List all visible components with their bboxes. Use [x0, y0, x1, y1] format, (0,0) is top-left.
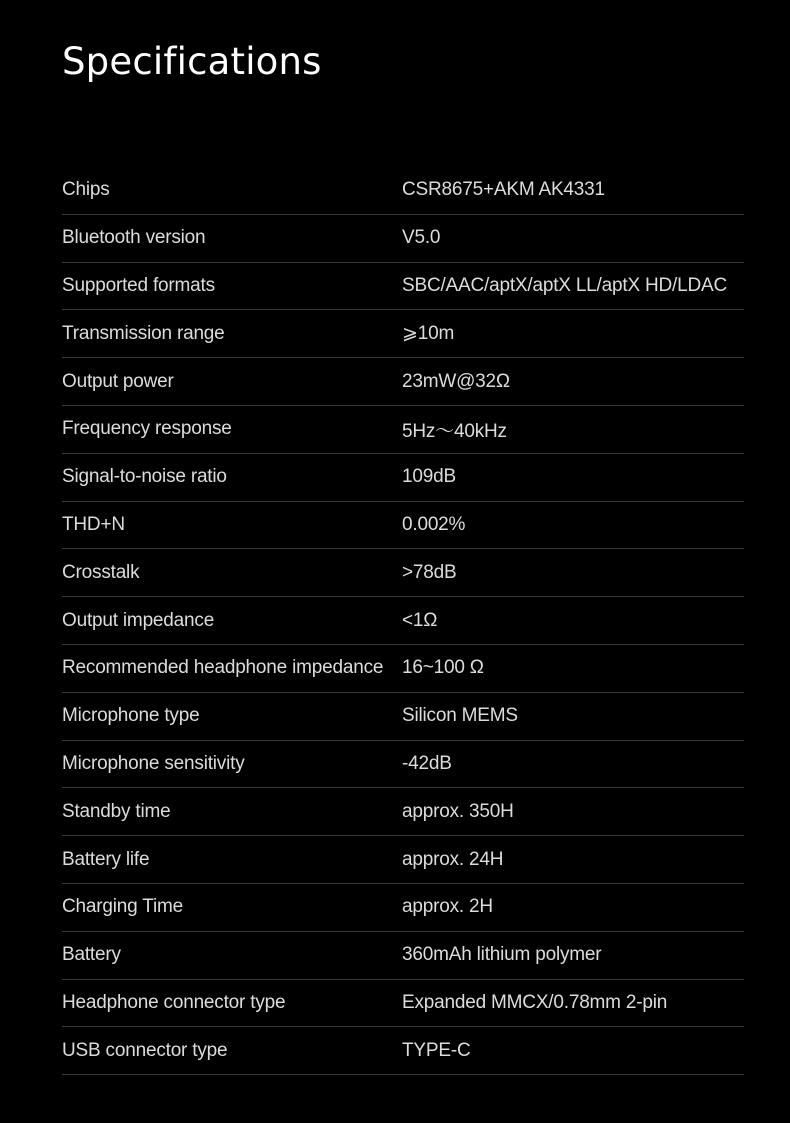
spec-row-standby-time — [62, 788, 744, 836]
spec-label: Battery life — [62, 848, 150, 870]
spec-row-microphone-type — [62, 693, 744, 741]
spec-value: TYPE-C — [402, 1039, 471, 1061]
spec-row-charging-time — [62, 884, 744, 932]
spec-row-output-impedance — [62, 597, 744, 645]
spec-label: Signal-to-noise ratio — [62, 466, 227, 488]
spec-value: 360mAh lithium polymer — [402, 944, 602, 966]
spec-label: Charging Time — [62, 896, 183, 918]
spec-label: Frequency response — [62, 418, 232, 440]
spec-label: Recommended headphone impedance — [62, 657, 384, 679]
spec-value: approx. 24H — [402, 848, 504, 870]
spec-value: SBC/AAC/aptX/aptX LL/aptX HD/LDAC — [402, 274, 728, 296]
spec-value: 16~100 Ω — [402, 657, 484, 679]
spec-row-bluetooth-version — [62, 215, 744, 263]
spec-value: Expanded MMCX/0.78mm 2-pin — [402, 991, 668, 1013]
spec-row-supported-formats — [62, 263, 744, 311]
spec-row-usb-connector-type — [62, 1027, 744, 1075]
spec-row-frequency-response — [62, 406, 744, 454]
page-title: Specifications — [62, 40, 322, 83]
spec-label: Bluetooth version — [62, 227, 206, 249]
spec-label: Chips — [62, 179, 110, 201]
spec-row-microphone-sensitivity — [62, 741, 744, 789]
spec-table — [62, 167, 744, 1075]
spec-value: approx. 350H — [402, 800, 514, 822]
spec-label: THD+N — [62, 513, 125, 535]
spec-value: ⩾10m — [402, 323, 455, 345]
spec-value: 109dB — [402, 466, 456, 488]
spec-label: Transmission range — [62, 322, 225, 344]
spec-row-chips — [62, 167, 744, 215]
spec-row-recommended-headphone-impedance — [62, 645, 744, 693]
spec-label: Standby time — [62, 800, 171, 822]
spec-label: Crosstalk — [62, 561, 140, 583]
spec-label: Microphone type — [62, 705, 200, 727]
spec-label: Output impedance — [62, 609, 215, 631]
spec-value: -42dB — [402, 752, 452, 774]
spec-value: >78dB — [402, 561, 457, 583]
spec-row-battery-life — [62, 836, 744, 884]
spec-label: USB connector type — [62, 1039, 228, 1061]
spec-value: CSR8675+AKM AK4331 — [402, 179, 605, 201]
spec-value: Silicon MEMS — [402, 705, 518, 727]
spec-label: Battery — [62, 944, 121, 966]
spec-value: 5Hz～40kHz — [402, 420, 507, 442]
spec-label: Supported formats — [62, 274, 215, 296]
spec-label: Headphone connector type — [62, 991, 286, 1013]
spec-value: 23mW@32Ω — [402, 370, 510, 392]
spec-value: 0.002% — [402, 513, 466, 535]
spec-row-crosstalk — [62, 549, 744, 597]
spec-value: approx. 2H — [402, 896, 493, 918]
spec-row-transmission-range — [62, 310, 744, 358]
spec-row-signal-to-noise-ratio — [62, 454, 744, 502]
spec-value: V5.0 — [402, 227, 441, 249]
spec-label: Output power — [62, 370, 174, 392]
spec-value: <1Ω — [402, 609, 438, 631]
spec-row-battery — [62, 932, 744, 980]
spec-row-headphone-connector-type — [62, 980, 744, 1028]
spec-row-output-power — [62, 358, 744, 406]
spec-label: Microphone sensitivity — [62, 752, 245, 774]
spec-row-thd-n — [62, 502, 744, 550]
